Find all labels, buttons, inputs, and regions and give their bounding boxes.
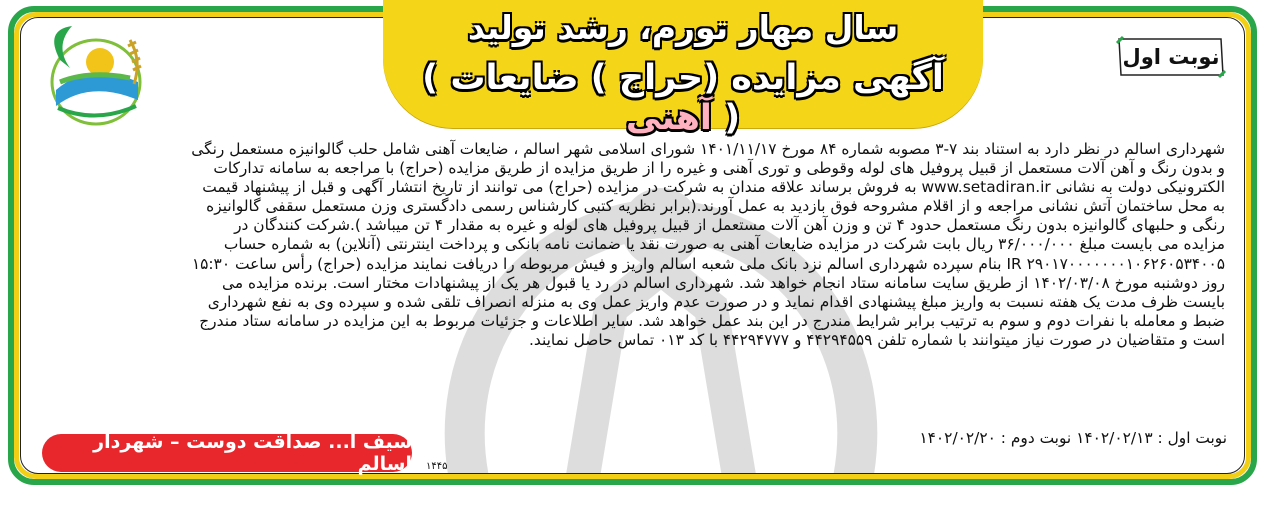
body-line: الکترونیکی دولت به نشانی www.setadiran.ir به فروش برساند علاقه مندان به شرکت در مزایده (حراج) می توانند از تاریخ انتشار آگهی و قبل از پیشنهاد قیمت <box>202 178 1225 197</box>
ad-code: ۱۴۴۵ <box>426 461 448 472</box>
notice-body <box>40 140 1225 350</box>
badge-label: نوبت اول <box>1122 45 1220 69</box>
body-line: روز دوشنبه مورخ ۱۴۰۲/۰۳/۰۸ از طریق سایت سامانه ستاد انجام خواهد شد. شهرداری اسالم در رد یا قبول هر یک از پیشنهادات مختار است. برنده مزایده می <box>222 273 1225 292</box>
title-banner <box>383 0 983 138</box>
body-line: مزایده می بایست مبلغ ۳۶/۰۰۰/۰۰۰ ریال بابت شرکت در مزایده ضایعات آهنی به صورت نقد یا ضمانت نامه بانکی و پرداخت اینترنتی (آنلاین) به شماره حساب <box>223 235 1225 254</box>
body-line: بایست ظرف مدت یک هفته نسبت به واریز مبلغ پیشنهادی اقدام نماید و در صورت عدم واریز عمل وی به منزله انصراف تلقی شده و سپرده وی به نفع شهرداری <box>207 292 1225 311</box>
body-line: IR ۲۹۰۱۷۰۰۰۰۰۰۰۱۰۶۲۶۰۵۳۴۰۰۵ بنام سپرده شهرداری اسالم نزد بانک ملی شعبه اسالم واریز و فیش مربوطه را دریافت نمایند مزایده (حراج) رأس ساعت ۱۵:۳۰ <box>191 254 1225 273</box>
publication-dates: نوبت اول : ۱۴۰۲/۰۲/۱۳ نوبت دوم : ۱۴۰۲/۰۲/۲۰ <box>919 429 1227 447</box>
body-line: شهرداری اسالم در نظر دارد به استناد بند ۷-۳ مصوبه شماره ۸۴ مورخ ۱۴۰۱/۱۱/۱۷ شورای اسلامی شهر اسالم ، ضایعات آهنی شامل حلب گالوانیزه مستعمل رنگی <box>191 140 1225 158</box>
title-heading: ( آگهی مزایده (حراج ) ضایعات آهنی ) <box>422 58 944 138</box>
body-line: و بدون رنگ و آهن آلات مستعمل از قبیل پروفیل های لوله وقوطی و توری آهنی و غیره را از طریق مزایده از طریق مزایده (حراج) با مراجعه به سامانه تدارکات <box>213 159 1225 178</box>
title-slogan: سال مهار تورم، رشد تولید <box>467 8 899 47</box>
title-highlight: آهنی <box>625 98 712 138</box>
body-line: ضبط و معامله با نفرات دوم و سوم به ترتیب برابر شرایط مندرج در این بند عمل خواهد شد. سایر اطلاعات و جزئیات مربوط به این مزایده در سامانه ستاد مندرج <box>199 311 1225 330</box>
signer-banner: سیف ا... صداقت دوست – شهردار اسالم <box>42 434 412 472</box>
body-line: رنگی و حلبهای گالوانیزه بدون رنگ مستعمل حدود ۴ تن و وزن آهن آلات مستعمل از قبیل پروفیل های لوله و غیره به مقدار ۴ تن میباشد ).شرکت کنندگان در <box>234 216 1225 235</box>
publication-badge <box>1115 35 1227 79</box>
body-line: است و متقاضیان در صورت نیاز میتوانند با شماره تلفن ۴۴۲۹۴۵۵۹ و ۴۴۲۹۴۷۷۷ با کد ۰۱۳ تماس حاصل نمایند. <box>528 330 1225 349</box>
municipality-logo-icon <box>30 20 150 130</box>
body-line: به محل ساختمان آتش نشانی مراجعه و از اقلام مشروحه فوق بازدید به عمل آورند.(برابر نظریه کتبی کارشناس رسمی دادگستری وزن مستعمل سقفی گالوانیزه <box>206 197 1225 216</box>
